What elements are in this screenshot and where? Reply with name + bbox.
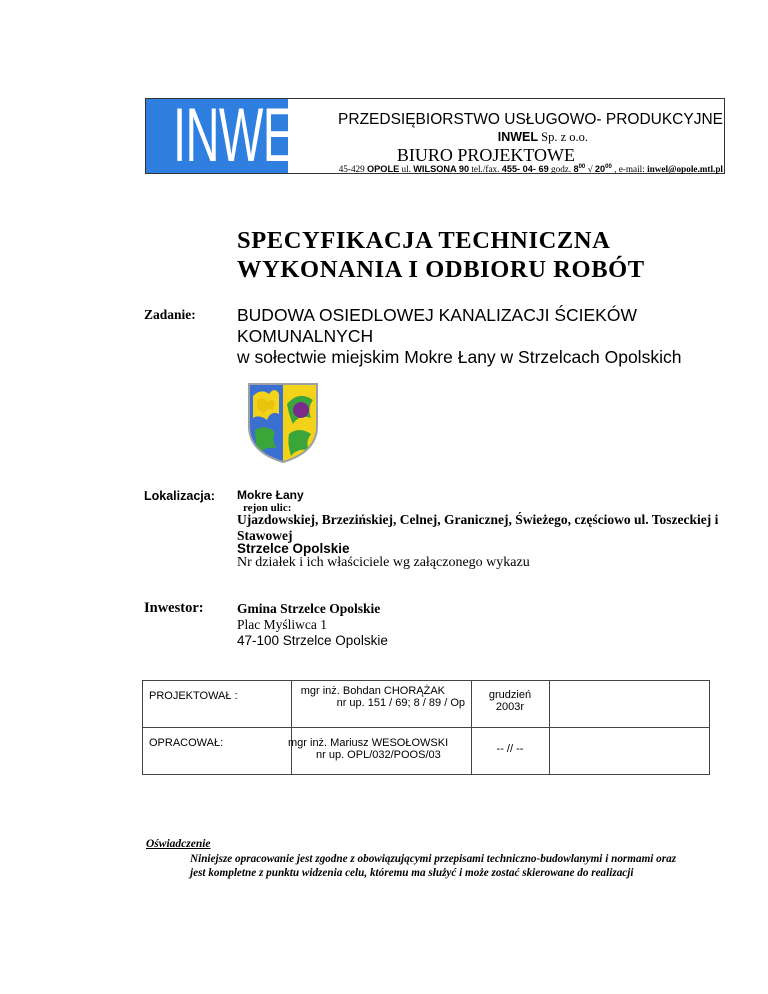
contact-street-prefix: ul. [399, 164, 414, 175]
lokalizacja-note: Nr działek i ich właściciele wg załączonego wykazu [237, 555, 530, 570]
lokalizacja-city: Strzelce Opolskie [237, 541, 350, 556]
lokalizacja-rejon: rejon ulic: [243, 502, 292, 514]
date-line1: grudzień [488, 689, 532, 701]
inwestor-label: Inwestor: [144, 600, 204, 616]
person-projektowal [143, 685, 465, 709]
contact-hours-prefix: godz. [548, 164, 574, 175]
contact-hours-to: 20 [594, 164, 606, 175]
zadanie-line3: w sołectwie miejskim Mokre Łany w Strzelcach Opolskich [237, 347, 682, 367]
oswiadczenie-label: Oświadczenie [146, 838, 211, 850]
lokalizacja-town: Mokre Łany [237, 488, 304, 502]
company-description: PRZEDSIĘBIORSTWO USŁUGOWO- PRODUKCYJNE [338, 111, 723, 128]
document-title-line2: WYKONANIA I ODBIORU ROBÓT [237, 256, 645, 283]
lokalizacja-label: Lokalizacja: [144, 489, 215, 503]
contact-email-prefix: , e-mail: [611, 164, 648, 175]
signature-cell [549, 681, 709, 727]
contact-hours-from-sup: 00 [578, 164, 586, 170]
lokalizacja-streets: Ujazdowskiej, Brzezińskiej, Celnej, Granicznej, Świeżego, częściowo ul. Toszeckiej i Stawowej [237, 512, 719, 543]
person-license: nr up. OPL/032/POOS/03 [316, 749, 441, 761]
role-opracowal: OPRACOWAŁ: [149, 737, 224, 749]
zadanie-label: Zadanie: [144, 307, 196, 322]
date-line1: -- // -- [496, 743, 524, 755]
role-projektowal: PROJEKTOWAŁ : [149, 690, 238, 702]
date-opracowal [471, 743, 549, 755]
contact-line [288, 164, 723, 174]
contact-hours-sep: √ [585, 164, 595, 175]
coat-of-arms-image [245, 380, 321, 464]
signature-table [142, 680, 710, 775]
date-line2: 2003r [495, 701, 525, 713]
zadanie-value [237, 305, 757, 368]
contact-city: OPOLE [367, 164, 400, 175]
zadanie-line2: KOMUNALNYCH [237, 326, 374, 346]
zadanie-line1: BUDOWA OSIEDLOWEJ KANALIZACJI ŚCIEKÓW [237, 305, 637, 325]
contact-email: inwel@opole.mtl.pl [647, 164, 723, 175]
oswiadczenie-line2: jest kompletne z punktu widzenia celu, któremu ma służyć i może zostać skierowane do realizacji [190, 867, 634, 879]
person-license: nr up. 151 / 69; 8 / 89 / Op [336, 697, 465, 709]
contact-tel: 455- 04- 69 [501, 164, 549, 175]
department-name: BIURO PROJEKTOWE [396, 145, 575, 165]
person-opracowal [288, 737, 468, 761]
date-projektowal [471, 689, 549, 713]
company-name-line [288, 130, 588, 145]
signature-cell [549, 728, 709, 774]
contact-hours-from: 8 [573, 164, 579, 175]
company-name: INWEL [497, 130, 538, 144]
oswiadczenie-line1: Niniejsze opracowanie jest zgodne z obowiązującymi przepisami techniczno-budowlanymi i normami oraz [190, 853, 677, 865]
contact-tel-prefix: tel./fax. [469, 164, 502, 175]
company-suffix: Sp. z o.o. [538, 130, 588, 144]
inwestor-street: Plac Myśliwca 1 [237, 617, 327, 632]
document-title-line1: SPECYFIKACJA TECHNICZNA [237, 227, 611, 254]
contact-postcode: 45-429 [338, 164, 368, 175]
person-name: mgr inż. Bohdan CHORĄŻAK [300, 685, 445, 697]
document-title [237, 226, 645, 284]
inwestor-city: 47-100 Strzelce Opolskie [237, 633, 388, 648]
oswiadczenie-text [190, 852, 730, 880]
inwel-logo [146, 93, 320, 178]
logo-text: INWEL [172, 93, 320, 178]
contact-street: WILSONA 90 [413, 164, 470, 175]
contact-hours-to-sup: 00 [605, 164, 612, 170]
person-name: mgr inż. Mariusz WESOŁOWSKI [288, 737, 449, 749]
inwestor-name: Gmina Strzelce Opolskie [237, 601, 381, 616]
